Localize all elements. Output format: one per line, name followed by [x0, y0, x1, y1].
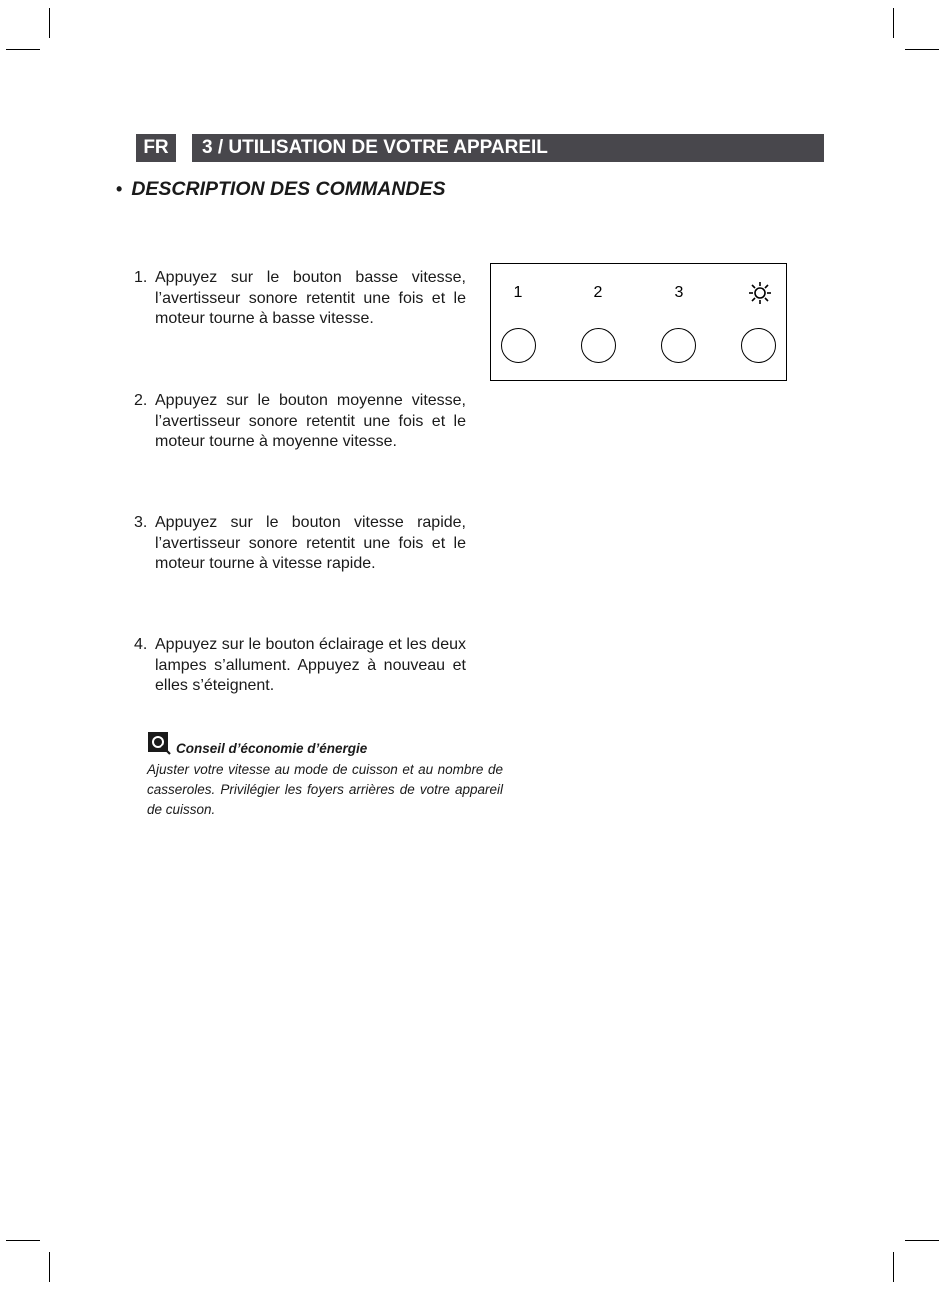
speed-3-button [661, 328, 696, 363]
light-bulb-icon [747, 280, 773, 306]
instruction-number: 3. [134, 514, 148, 531]
instruction-item-3 [134, 513, 466, 575]
instruction-text: Appuyez sur le bouton moyenne vitesse, l’avertisseur sonore retentit une fois et le moteur tourne à moyenne vitesse. [155, 392, 466, 450]
crop-mark-bottom-left-horizontal [6, 1240, 40, 1241]
speed-2-button [581, 328, 616, 363]
instruction-text: Appuyez sur le bouton éclairage et les deux lampes s’allument. Appuyez à nouveau et elles s’éteignent. [155, 636, 466, 694]
crop-mark-bottom-left-vertical [49, 1252, 50, 1282]
crop-mark-bottom-right-vertical [893, 1252, 894, 1282]
speed-1-button [501, 328, 536, 363]
speed-2-label: 2 [593, 284, 603, 301]
instruction-item-1 [134, 268, 466, 330]
control-panel-diagram [490, 263, 787, 381]
instruction-item-4 [134, 635, 466, 697]
instruction-text: Appuyez sur le bouton basse vitesse, l’avertisseur sonore retentit une fois et le moteur tourne à basse vitesse. [155, 269, 466, 327]
crop-mark-top-right-vertical [893, 8, 894, 38]
section-bullet: • [116, 178, 123, 199]
crop-mark-top-right-horizontal [905, 49, 939, 50]
tip-title: Conseil d’économie d’énergie [176, 741, 368, 756]
tip-body: Ajuster votre vitesse au mode de cuisson et au nombre de casseroles. Privilégier les foyers arrières de votre appareil de cuisson. [147, 762, 503, 817]
instruction-number: 2. [134, 392, 148, 409]
magnifier-icon [148, 732, 172, 756]
light-button [741, 328, 776, 363]
language-badge: FR [136, 134, 176, 162]
crop-mark-top-left-horizontal [6, 49, 40, 50]
instruction-item-2 [134, 391, 466, 453]
section-title: DESCRIPTION DES COMMANDES [131, 177, 446, 200]
instruction-number: 4. [134, 636, 148, 653]
speed-1-label: 1 [513, 284, 523, 301]
instruction-text: Appuyez sur le bouton vitesse rapide, l’avertisseur sonore retentit une fois et le moteur tourne à vitesse rapide. [155, 514, 466, 572]
section-heading [116, 176, 446, 202]
speed-3-label: 3 [674, 284, 684, 301]
crop-mark-bottom-right-horizontal [905, 1240, 939, 1241]
chapter-title: 3 / UTILISATION DE VOTRE APPAREIL [192, 134, 824, 162]
crop-mark-top-left-vertical [49, 8, 50, 38]
instruction-number: 1. [134, 269, 148, 286]
